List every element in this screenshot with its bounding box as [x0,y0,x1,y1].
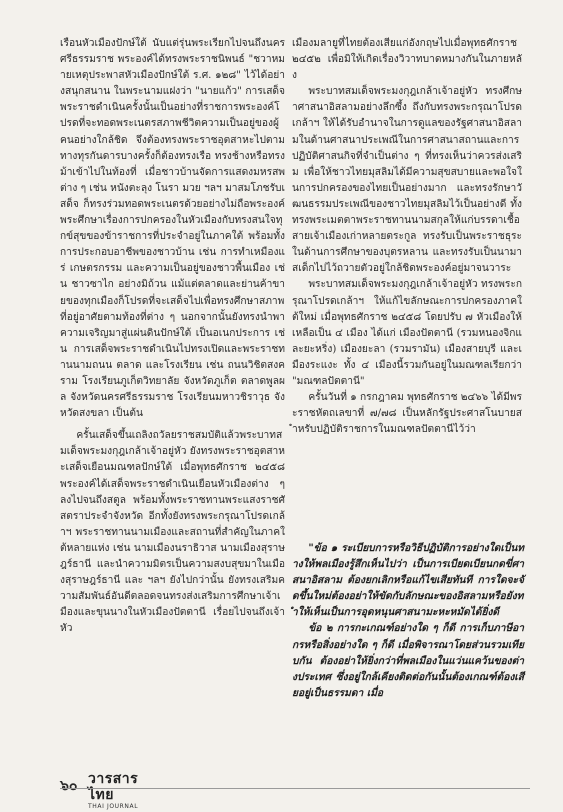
quote-paragraph: "ข้อ ๑ ระเบียบการหรือวิธีปฏิบัติการอย่างใดเป็นทางให้พลเมืองรู้สึกเห็นไปว่า เป็นการเบียดเบียนกดขี่ศาสนาอิสลาม ต้องยกเลิกหรือแก้ไขเสียทันที การใดจะจัดขึ้นใหม่ต้องอย่าให้ขัดกับลักษณะของอิสลามหรือยังทำให้เห็นเป็นการอุดหนุนศาสนามะหะหมัดได้ยิ่งดี [292,542,524,619]
right-text-column [292,36,522,438]
journal-logo [88,771,152,810]
footer-divider [60,788,530,789]
paragraph: เรือนหัวเมืองปักษ์ใต้ นับแต่รุ่นพระเรียกไปจนถึงนครศรีธรรมราช พระองค์ได้ทรงพระราชนิพนธ์ "ชวาหมายเหตุประพาสหัวเมืองปักษ์ใต้ ร.ศ. ๑๒๘" ไว้ได้อย่างสนุกสนาน ในพระนามแฝงว่า "นายแก้ว" การเสด็จพระราชดำเนินครั้งนั้นเป็นอย่างที่ราชการพระองค์โปรดที่จะทอดพระเนตรสภาพชีวิตความเป็นอยู่ของผู้คนอย่างใกล้ชิด จึงต้องทรงพระราชอุตสาหะไปตามทางทุรกันดารบางครั้งก็ต้องทรงเรือ ทรงช้างหรือทรงม้าเข้าไปในท้องที่ เมื่อชาวบ้านจัดการแสดงมหรสพต่าง ๆ เช่น หนังตะลุง โนรา มวย ฯลฯ มาสมโภชรับเสด็จ ก็ทรงร่วมทอดพระเนตรด้วยอย่างไม่ถือพระองค์ พระศึกษาเรื่องการปกครองในหัวเมืองกับทรงสนใจทุกข์สุขของข้าราชการที่ประจำอยู่ในภาคใต้ พร้อมทั้งการประกอบอาชีพของชาวบ้าน เช่น การทำเหมืองแร่ เกษตรกรรม และความเป็นอยู่ของชาวพื้นเมือง เช่น ชาวซาไก อย่างมิถ้วน แม้แต่ตลาดและย่านค้าขายของทุกเมืองก็โปรดที่จะเสด็จไปเพื่อทรงศึกษาสภาพที่อยู่อาศัยตามท้องที่ต่าง ๆ นอกจากนั้นยังทรงนำพาความเจริญมาสู่แผ่นดินปักษ์ใต้ เป็นอเนกประการ เช่น การเสด็จพระราชดำเนินไปทรงเปิดและพระราชทานนามถนน ตลาด และโรงเรียน เช่น ถนนวิชิตสงคราม โรงเรียนภูเก็ตวิทยาลัย จังหวัดภูเก็ต ตลาดพูลผล จังหวัดนครศรีธรรมราช โรงเรียนมหาวชิราวุธ จังหวัดสงขลา เป็นต้น [60,38,285,420]
left-text-column [60,36,285,637]
paragraph: พระบาทสมเด็จพระมงกุฎเกล้าเจ้าอยู่หัว ทรงศึกษาศาสนาอิสลามอย่างลึกซึ้ง ถึงกับทรงพระกรุณาโปรดเกล้าฯ ให้ได้รับอำนาจในการดูแลของรัฐศาสนาอิสลามในด้านศาสนาประเพณีในการศาสนาสถานและการปฏิบัติศาสนกิจที่จำเป็นต่าง ๆ ที่ทรงเห็นว่าควรส่งเสริม เพื่อให้ชาวไทยมุสลิมได้มีความสุขสบายและพอใจในการปกครองของไทยเป็นอย่างมาก และทรงรักษาวัฒนธรรมประเพณีของชาวไทยมุสลิมไว้เป็นอย่างดี ทั้งทรงพระเมตตาพระราชทานนามสกุลให้แก่บรรดาเชื้อสายเจ้าเมืองเก่าหลายตระกูล ทรงรับเป็นพระราชธุระในด้านการศึกษาของบุตรหลาน และทรงรับเป็นนามาสเด็กไปไว้ถวายตัวอยู่ใกล้ชิดพระองค์อยู่มาจนวาระ [292,86,522,275]
royal-decree-quote [292,540,524,701]
journal-logo-thai: วารสารไทย [88,771,139,803]
journal-logo-english: THAI JOURNAL [88,803,139,810]
quote-paragraph: ข้อ ๒ การกะเกณฑ์อย่างใด ๆ ก็ดี การเก็บภาษีอากรหรือสิ่งอย่างใด ๆ ก็ดี เมื่อพิจารณาโดยส่วนรวมเทียบกัน ต้องอย่าให้ยิ่งกว่าที่พลเมืองในแว่นแคว้นของต่างประเทศ ซึ่งอยู่ใกล้เคียงติดต่อกันนั้นต้องเกณฑ์ต้องเสียอยู่เป็นธรรมดา เมื่อ [292,622,524,699]
paragraph: ครั้นวันที่ ๑ กรกฎาคม พุทธศักราช ๒๔๖๖ ได้มีพระราชหัตถเลขาที่ ๗/๗๘ เป็นหลักรัฐประศาสโนบายสำหรับปฏิบัติราชการในมณฑลปัตตานีไว้ว่า [292,392,522,436]
paragraph: พระบาทสมเด็จพระมงกุฎเกล้าเจ้าอยู่หัว ทรงพระกรุณาโปรดเกล้าฯ ให้แก้ไขลักษณะการปกครองภาคใต้ใหม่ เมื่อพุทธศักราช ๒๔๕๘ โดยปรับ ๗ หัวเมืองให้เหลือเป็น ๔ เมือง ได้แก่ เมืองปัตตานี (รวมหนองจิกและยะหริ่ง) เมืองยะลา (รวมรามัน) เมืองสายบุรี และเมืองระแงะ ทั้ง ๔ เมืองนี้รวมกันอยู่ในมณฑลเรียกว่า "มณฑลปัตตานี" [292,279,522,387]
page-number: ๖๐ [60,778,78,794]
paragraph: ครั้นเสด็จขึ้นเถลิงถวัลยราชสมบัติแล้วพระบาทสมเด็จพระมงกุฎเกล้าเจ้าอยู่หัว ยังทรงพระราชอุตสาหะเสด็จเยือนมณฑลปักษ์ใต้ เมื่อพุทธศักราช ๒๔๕๘ พระองค์ได้เสด็จพระราชดำเนินเยือนหัวเมืองต่าง ๆ ลงไปจนถึงสตูล พร้อมทั้งพระราชทานพระแสงราชศัสตราประจำจังหวัด อีกทั้งยังทรงพระกรุณาโปรดเกล้าฯ พระราชทานนามเมืองและสถานที่สำคัญในภาคใต้หลายแห่ง เช่น นามเมืองนราธิวาส นามเมืองสุราษฎร์ธานี และนำความมิตรเป็นความสงบสุขมาในเมืองสุราษฎร์ธานี และ ฯลฯ ยังไปกว่านั้น ยังทรงเสริมความสัมพันธ์อันดีตลอดจนทรงส่งเสริมการศึกษาเจ้าเมืองและขุนนางในหัวเมืองปัตตานี เรื่อยไปจนถึงเจ้าหัว [60,430,285,635]
paragraph: เมืองมลายูที่ไทยต้องเสียแก่อังกฤษไปเมื่อพุทธศักราช ๒๔๕๒ เพื่อมิให้เกิดเรื่องวิวาทบาดหมางกันในภายหลัง [292,38,522,82]
